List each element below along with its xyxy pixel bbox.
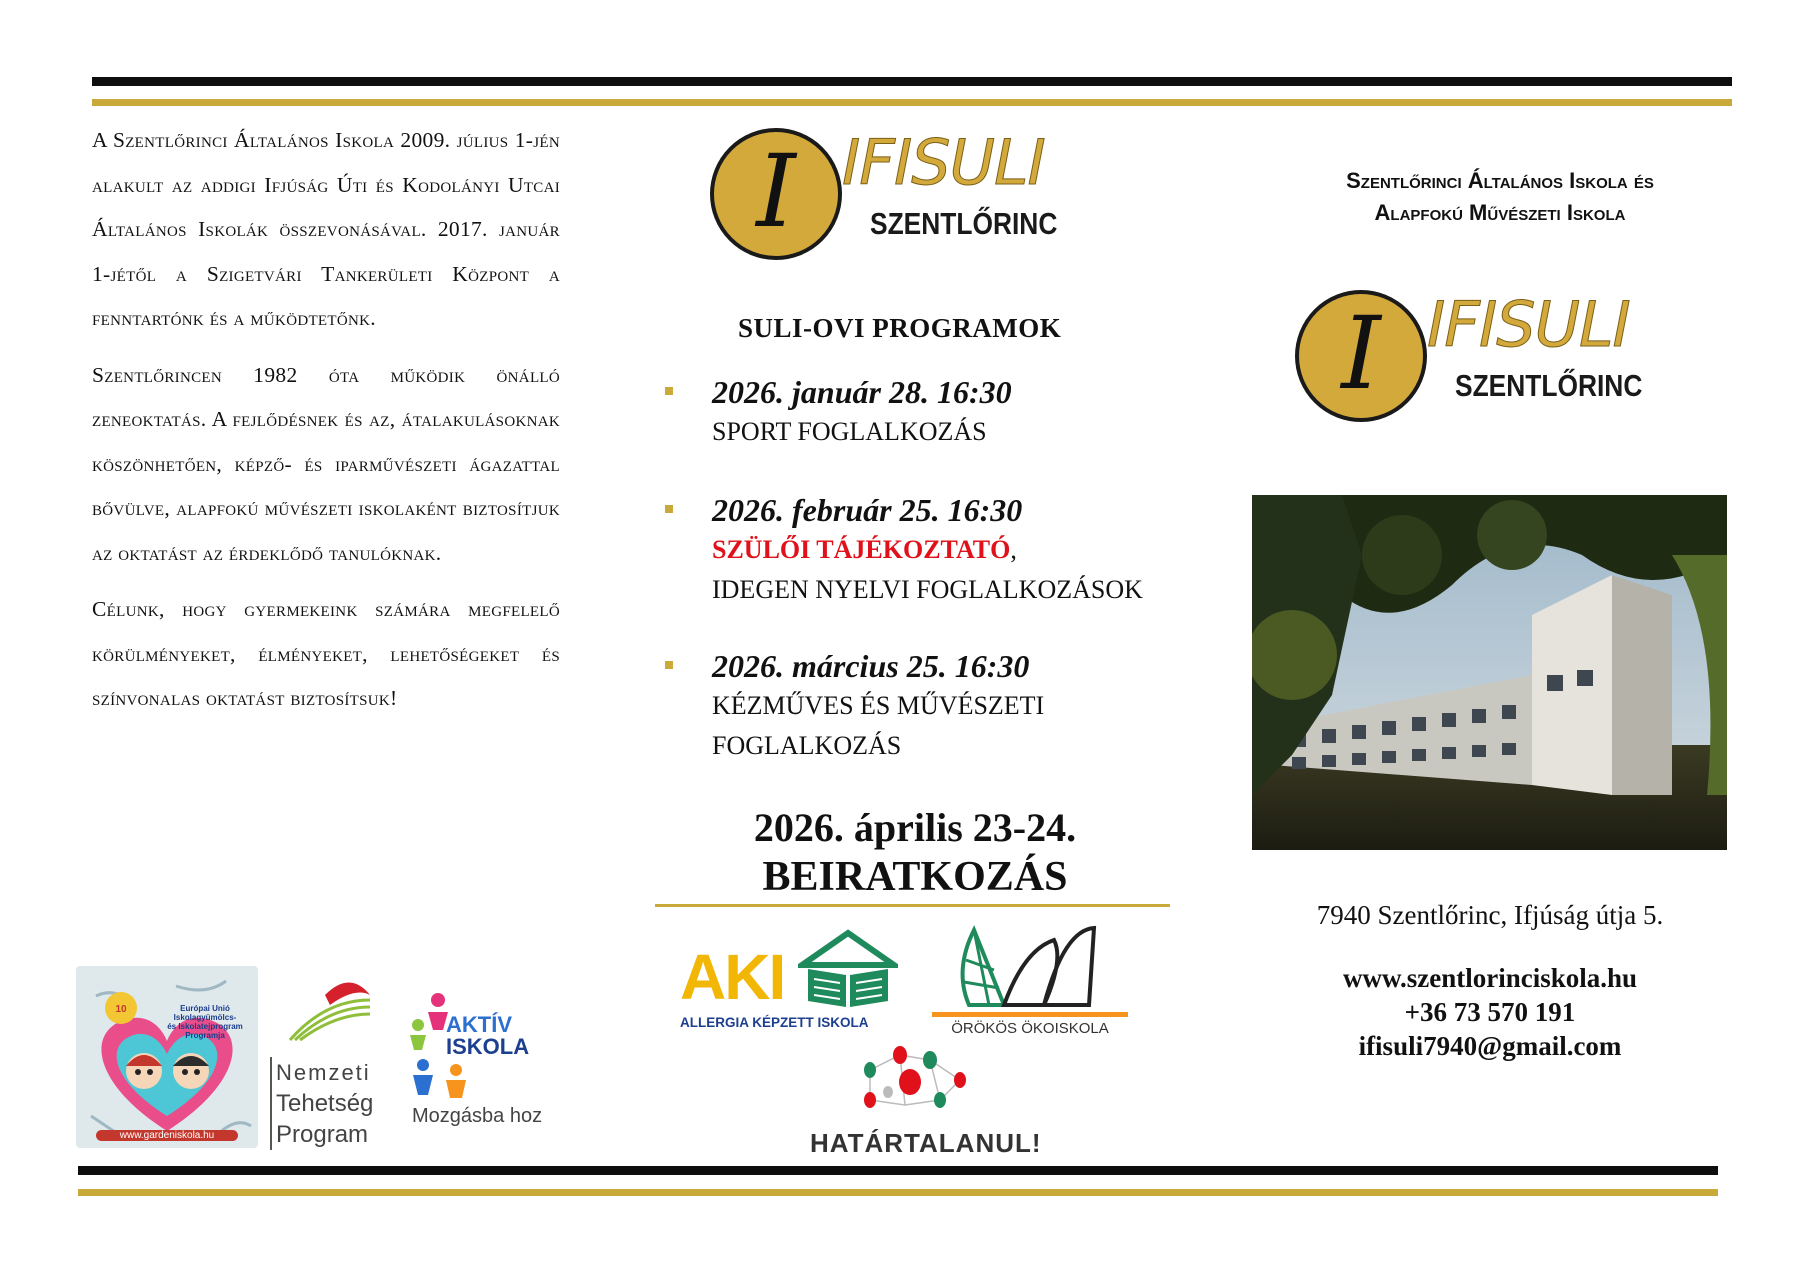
event-item <box>665 646 1165 766</box>
event-item <box>665 490 1165 610</box>
logo-letter: I <box>1341 295 1381 412</box>
bullet-icon <box>665 661 673 669</box>
enrollment-title: BEIRATKOZÁS <box>762 854 1068 900</box>
event-highlight: SZÜLŐI TÁJÉKOZTATÓ <box>712 535 1011 564</box>
logo-letter: I <box>756 133 796 250</box>
ntp-swoosh-icon <box>270 975 400 1045</box>
aktiv-iskola-logo <box>408 990 560 1130</box>
ifisuli-logo <box>710 128 1110 263</box>
open-book-house-icon <box>798 929 898 1009</box>
enrollment-date: 2026. április 23-24. <box>753 805 1077 850</box>
event-date: 2026. február 25. 16:30 <box>712 492 1023 528</box>
hatartalanul-logo <box>805 1040 1042 1160</box>
event-desc: FOGLALKOZÁS <box>712 731 902 760</box>
oko-iskola-logo <box>932 920 1132 1035</box>
event-desc: SPORT FOGLALKOZÁS <box>712 417 987 446</box>
right-column <box>1235 0 1765 1270</box>
middle-column <box>655 0 1175 1270</box>
garden-line: Európai Unió <box>180 1004 230 1013</box>
heart-kids-icon <box>76 966 258 1148</box>
email-link[interactable]: ifisuli7940@gmail.com <box>1358 1031 1622 1061</box>
aki-word: AKI <box>680 941 785 1013</box>
event-highlight-line <box>712 530 1165 570</box>
aki-caption: ALLERGIA KÉPZETT ISKOLA <box>680 1015 869 1030</box>
ntp-line-2: Tehetség <box>276 1090 374 1117</box>
intro-paragraph: A Szentlőrinci Általános Iskola 2009. július 1-jén alakult az addigi Ifjúság Úti és Kodolányi Utcai Általános Iskolák összevonásával. 2017. január 1-jétől a Szigetvári Tankerületi Központ a fenntartónk és a működtetőnk. <box>92 128 560 330</box>
programs-title: SULI-OVI PROGRAMOK <box>738 313 1062 343</box>
school-building-image <box>1252 495 1727 850</box>
hatartalanul-caption: HATÁRTALANUL! <box>810 1128 1042 1158</box>
enrollment-rule <box>655 904 1170 907</box>
aki-logo <box>680 925 900 1035</box>
bullet-icon <box>665 505 673 513</box>
school-name <box>1235 165 1765 229</box>
aktiv-line-2: ISKOLA <box>446 1034 530 1059</box>
school-address: 7940 Szentlőrinc, Ifjúság útja 5. <box>1316 900 1664 930</box>
logo-word: IFISULI <box>1427 288 1630 361</box>
garden-line: Iskolagyümölcs- <box>173 1013 237 1022</box>
aktiv-line-1: AKTÍV <box>446 1012 512 1037</box>
left-column <box>92 118 560 733</box>
nemzeti-tehetseg-program-logo <box>270 975 400 1150</box>
garden-line: és Iskolatejprogram <box>167 1022 243 1031</box>
event-item <box>665 372 1165 452</box>
oko-bar <box>932 1012 1128 1017</box>
logo-sub: SZENTLŐRINC <box>870 206 1058 241</box>
logo-word: IFISULI <box>842 126 1045 199</box>
ifisuli-logo <box>1295 290 1695 425</box>
bottom-gold-rule <box>78 1189 1718 1196</box>
goal-paragraph: Célunk, hogy gyermekeink számára megfelelő körülményeket, élményeket, lehetőségeket és színvonalas oktatást biztosítsuk! <box>92 597 560 710</box>
aktiv-line-3: Mozgásba hoz <box>412 1105 543 1127</box>
website-link[interactable]: www.szentlorinciskola.hu <box>1342 963 1638 993</box>
bullet-icon <box>665 387 673 395</box>
leaf-book-icon <box>944 920 1114 1010</box>
event-date: 2026. március 25. 16:30 <box>712 648 1030 684</box>
garden-line: Programja <box>185 1031 225 1040</box>
music-paragraph: Szentlőrincen 1982 óta működik önálló zeneoktatás. A fejlődésnek és az, átalakulásoknak köszönhetően, képző- és iparművészeti ágazattal bővülve, alapfokú művészeti iskolaként biztosítjuk az oktatást az érdeklődő tanulóknak. <box>92 362 560 565</box>
bottom-black-rule <box>78 1166 1718 1175</box>
school-name-line-1: Szentlőrinci Általános Iskola és <box>1346 168 1654 193</box>
event-desc: KÉZMŰVES ÉS MŰVÉSZETI <box>712 691 1045 720</box>
ntp-line-1: Nemzeti <box>276 1060 371 1085</box>
ntp-line-3: Program <box>276 1121 369 1148</box>
garden-iskola-logo <box>76 966 258 1148</box>
school-name-line-2: Alapfokú Művészeti Iskola <box>1374 200 1626 225</box>
balloons-network-icon <box>850 1040 980 1120</box>
school-building-photo <box>1252 495 1727 850</box>
event-desc: IDEGEN NYELVI FOGLALKOZÁSOK <box>712 575 1143 604</box>
logo-sub: SZENTLŐRINC <box>1455 368 1643 403</box>
svg-text:10: 10 <box>115 1004 127 1015</box>
garden-url: www.gardeniskola.hu <box>96 1130 238 1141</box>
phone-number[interactable]: +36 73 570 191 <box>1404 997 1576 1027</box>
event-date: 2026. január 28. 16:30 <box>712 374 1012 410</box>
oko-caption: ÖRÖKÖS ÖKOISKOLA <box>951 1020 1109 1037</box>
event-highlight-comma: , <box>1010 535 1017 564</box>
